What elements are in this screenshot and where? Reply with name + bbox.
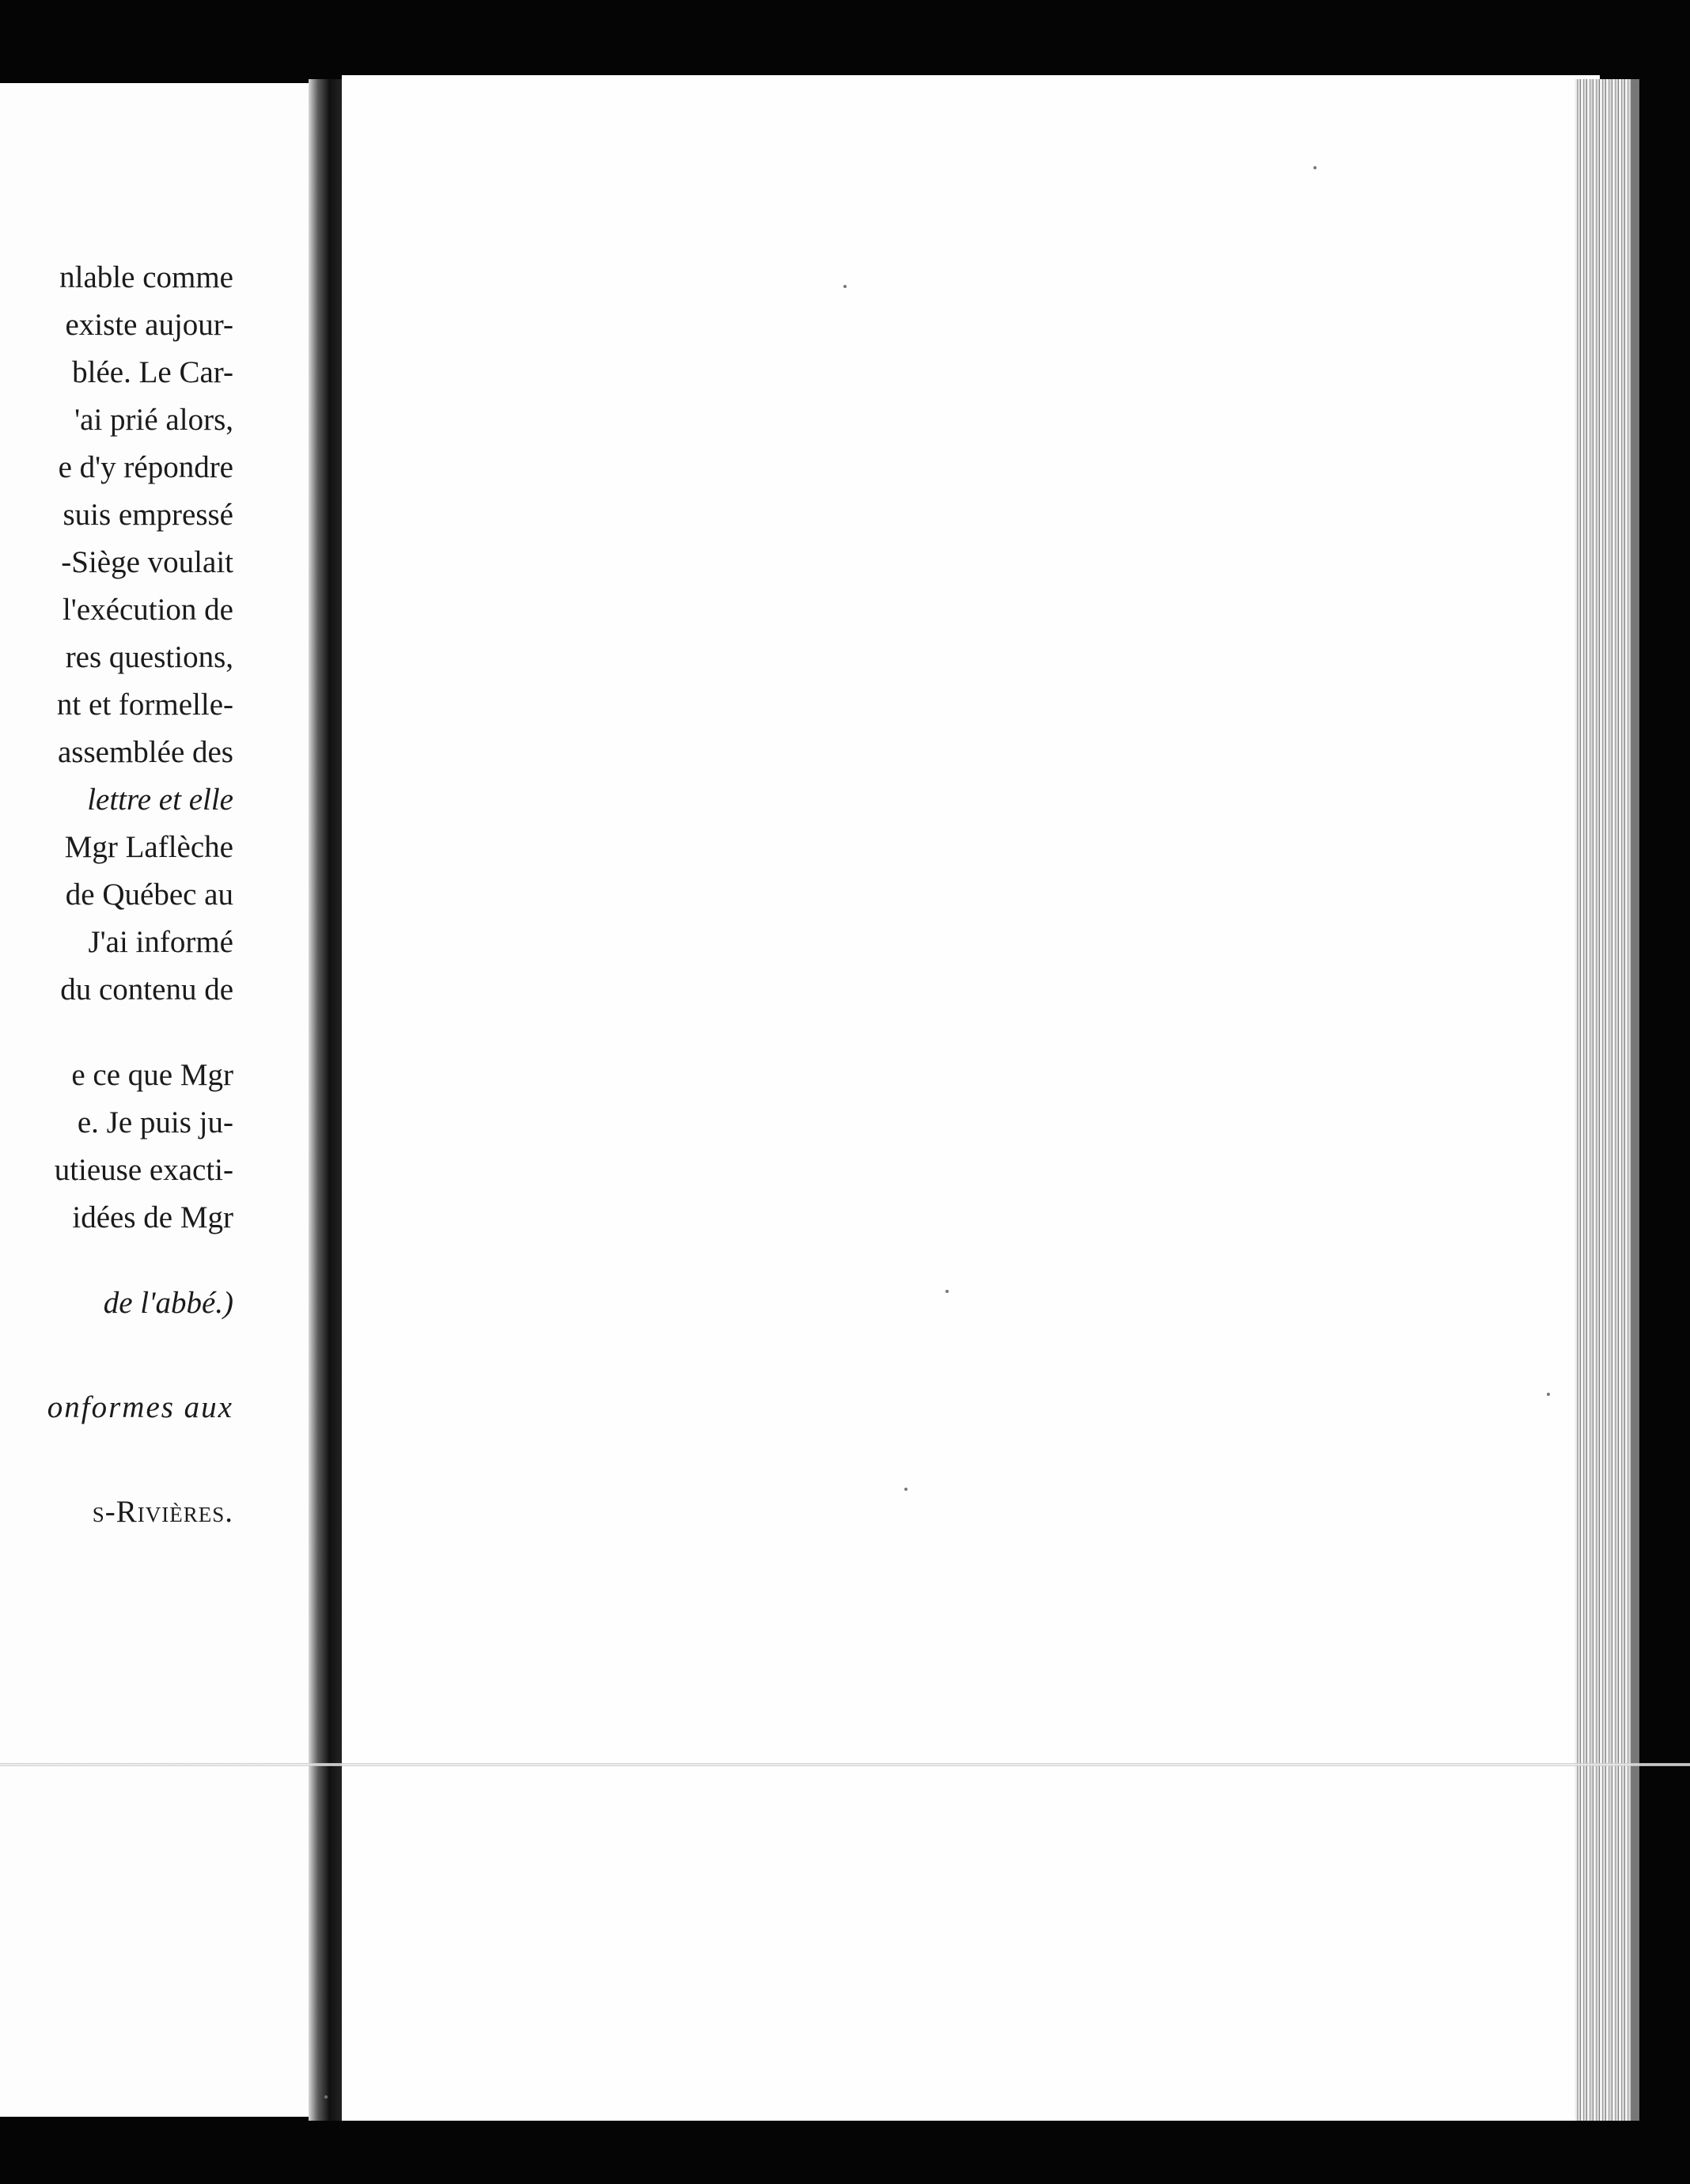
- text-line-italic-lettre: [0, 776, 233, 824]
- text-line: nt et formelle-: [56, 688, 233, 722]
- text-line: e. Je puis ju-: [77, 1105, 233, 1139]
- text-line: nlable comme: [59, 260, 233, 294]
- text-line: lettre et elle: [87, 783, 233, 817]
- dust-speck: [945, 1290, 949, 1293]
- text-line: suis empressé: [63, 498, 233, 532]
- text-line: J'ai informé: [88, 925, 233, 959]
- right-page-blank: [342, 75, 1600, 2121]
- paragraph-gap: [0, 1014, 233, 1052]
- dust-speck: [1547, 1393, 1550, 1396]
- text-line: de Québec au: [65, 878, 233, 912]
- text-line: Mgr Laflèche: [64, 830, 233, 864]
- signature-line: s-Rivières.: [92, 1495, 233, 1529]
- scanner-line-artifact: [0, 1763, 1690, 1766]
- left-page: [0, 83, 310, 2117]
- left-page-text: [0, 254, 233, 1536]
- dust-speck: [843, 285, 847, 288]
- dust-speck: [904, 1488, 908, 1491]
- attribution-line: de l'abbé.): [103, 1286, 233, 1320]
- dust-speck: [1313, 166, 1317, 169]
- text-line: res questions,: [65, 640, 233, 674]
- text-line: existe aujour-: [65, 308, 233, 342]
- page-edges: [1574, 79, 1639, 2121]
- text-line: e d'y répondre: [58, 450, 233, 484]
- text-line: -Siège voulait: [61, 545, 233, 579]
- text-line: du contenu de: [60, 973, 233, 1007]
- paragraph-gap: [0, 1242, 233, 1280]
- closing-line: onformes aux: [47, 1390, 233, 1424]
- text-line: e ce que Mgr: [71, 1058, 233, 1092]
- text-line: idées de Mgr: [72, 1200, 233, 1234]
- text-line: utieuse exacti-: [54, 1153, 233, 1187]
- text-line: assemblée des: [57, 735, 233, 769]
- text-line: 'ai prié alors,: [74, 403, 233, 437]
- dust-speck: [324, 2095, 328, 2099]
- paragraph-gap: [0, 1431, 233, 1488]
- book-gutter: [309, 79, 347, 2121]
- text-line: l'exécution de: [62, 593, 233, 627]
- paragraph-gap: [0, 1327, 233, 1384]
- text-line: blée. Le Car-: [72, 355, 233, 389]
